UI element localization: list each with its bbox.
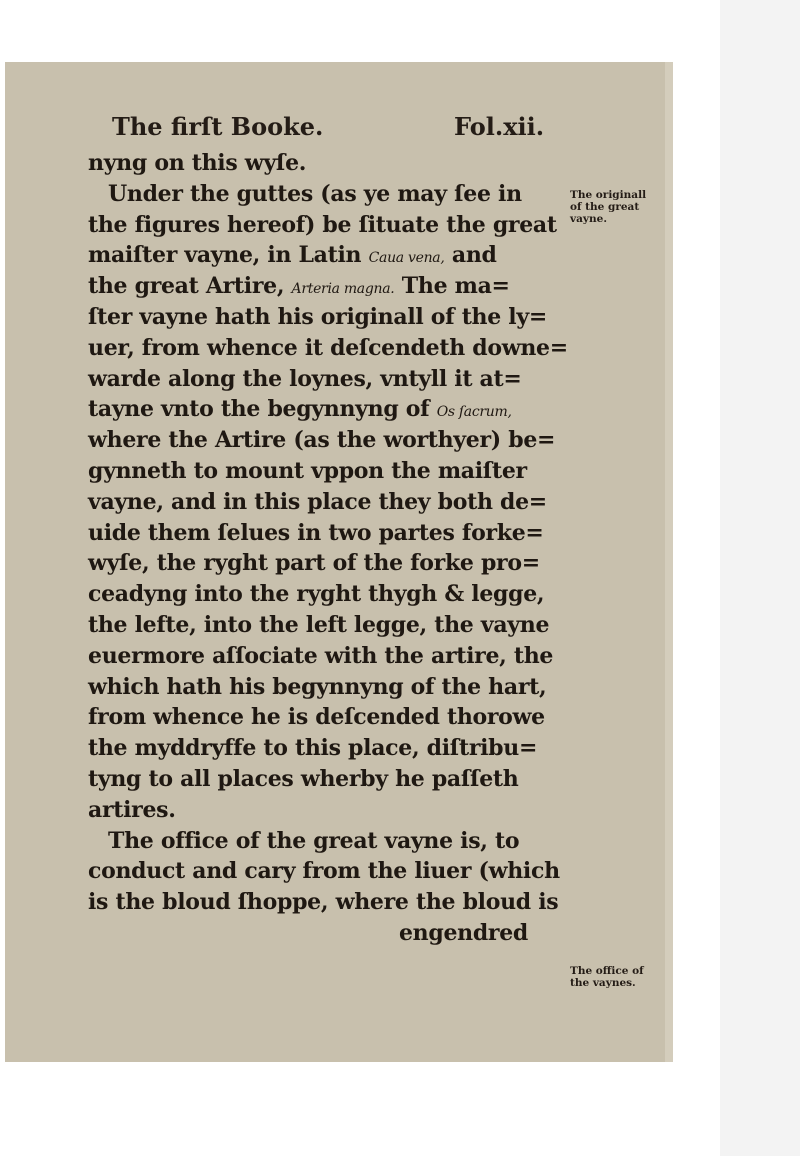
text-line: The office of the great vayne is, to bbox=[108, 827, 520, 854]
text-segment: The ma= bbox=[401, 273, 510, 300]
text-segment: tayne vnto the begynnyng of bbox=[88, 396, 430, 423]
text-line: wyſe, the ryght part of the forke pro= bbox=[88, 550, 540, 577]
text-line: is the bloud ſhoppe, where the bloud is bbox=[88, 889, 559, 916]
text-line bbox=[88, 394, 568, 425]
text-line: uer, from whence it deſcendeth downe= bbox=[88, 334, 568, 361]
text-line: the myddryffe to this place, diſtribu= bbox=[88, 735, 538, 762]
text-line: artires. bbox=[88, 796, 176, 823]
catchword: engendred bbox=[398, 919, 528, 946]
margin-note-originall: The originall of the great vayne. bbox=[570, 189, 647, 225]
margin-note-office: The office of the vaynes. bbox=[570, 965, 644, 989]
text-line: vayne, and in this place they both de= bbox=[88, 488, 547, 515]
text-line: ceadyng into the ryght thygh & legge, bbox=[88, 581, 545, 608]
text-line: from whence he is deſcended thorowe bbox=[88, 704, 545, 731]
text-line: tyng to all places wherby he paſſeth bbox=[88, 765, 519, 792]
text-line: Under the guttes (as ye may ſee in bbox=[108, 180, 522, 207]
text-segment: maiſter vayne, in Latin bbox=[88, 242, 362, 269]
latin-term: Os ſacrum, bbox=[436, 404, 512, 421]
text-line: gynneth to mount vppon the maiſter bbox=[88, 457, 527, 484]
text-segment: and bbox=[451, 242, 497, 269]
text-line: uide them ſelues in two partes forke= bbox=[88, 519, 544, 546]
text-line: conduct and cary from the liuer (which bbox=[88, 858, 560, 885]
text-line: which hath his begynnyng of the hart, bbox=[88, 673, 547, 700]
text-line: nyng on this wyſe. bbox=[88, 150, 307, 176]
latin-term: Arteria magna. bbox=[291, 281, 395, 298]
text-line: the lefte, into the left legge, the vayne bbox=[88, 611, 550, 638]
text-line: where the Artire (as the worthyer) be= bbox=[88, 427, 556, 454]
latin-term: Caua vena, bbox=[368, 250, 445, 267]
text-line bbox=[88, 271, 568, 302]
text-line: the figures hereof) be ſituate the great bbox=[88, 211, 557, 238]
text-segment: the great Artire, bbox=[88, 273, 285, 300]
main-text-block bbox=[88, 148, 568, 949]
text-line: euermore aſſociate with the artire, the bbox=[88, 642, 554, 669]
running-header bbox=[92, 112, 612, 142]
text-line: ſter vayne hath his originall of the ly= bbox=[88, 303, 547, 330]
folio-number: Fol.xii. bbox=[454, 112, 545, 141]
book-title-header: The firſt Booke. bbox=[112, 112, 324, 141]
text-line bbox=[88, 240, 568, 271]
scan-background bbox=[720, 0, 800, 1156]
text-line: warde along the loynes, vntyll it at= bbox=[88, 365, 522, 392]
